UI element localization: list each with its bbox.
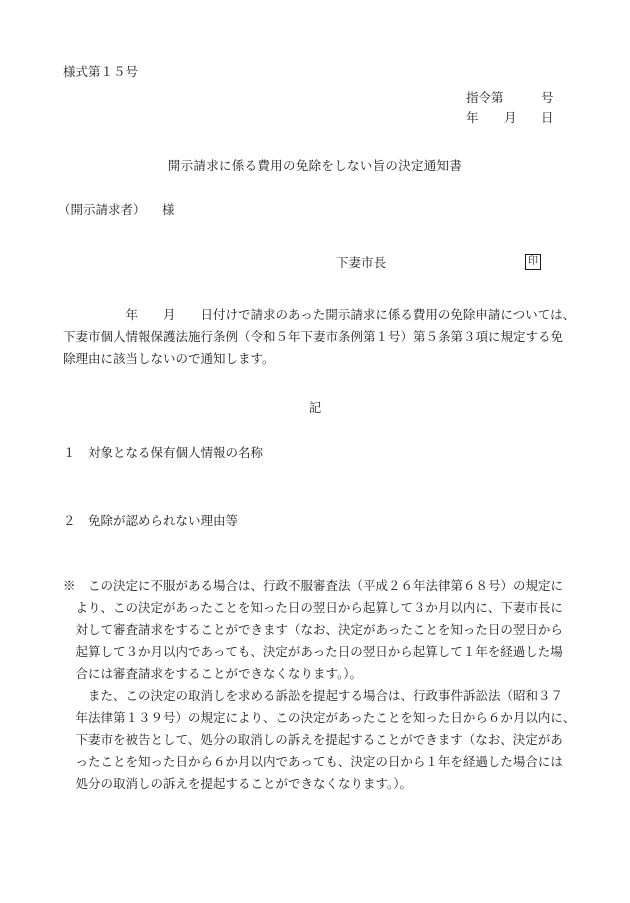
order-number-suffix: 号 bbox=[541, 90, 554, 105]
date-month-label: 月 bbox=[504, 110, 517, 125]
body-line: 年 月 日付けで請求のあった開示請求に係る費用の免除申請については、 bbox=[63, 307, 576, 322]
recipient-honorific: 様 bbox=[162, 202, 175, 217]
body-line: 下妻市個人情報保護法施行条例（令和５年下妻市条例第１号）第５条第３項に規定する免 bbox=[63, 329, 564, 344]
note-line: より、この決定があったことを知った日の翌日から起算して３か月以内に、下妻市長に bbox=[63, 600, 563, 615]
date-day-label: 日 bbox=[541, 110, 554, 125]
note-line: また、この決定の取消しを求める訴訟を提起する場合は、行政事件訴訟法（昭和３７ bbox=[63, 688, 564, 703]
recipient-label: （開示請求者） bbox=[58, 202, 146, 217]
note-line: 合には審査請求をすることができなくなります。）。 bbox=[63, 666, 363, 681]
note-line: 年法律第１３９号）の規定により、この決定があったことを知った日から６か月以内に、 bbox=[63, 710, 576, 725]
appeal-note bbox=[63, 575, 583, 795]
body-paragraph bbox=[63, 304, 583, 370]
note-line: ったことを知った日から６か月以内であっても、決定の日から１年を経過した場合には bbox=[63, 754, 563, 769]
note-line: 起算して３か月以内であっても、決定があった日の翌日から起算して１年を経過した場 bbox=[63, 644, 563, 659]
seal-mark: 印 bbox=[525, 254, 541, 270]
note-line: 処分の取消しの訴えを提起することができなくなります。）。 bbox=[63, 776, 413, 791]
body-line: 除理由に該当しないので通知します。 bbox=[63, 351, 275, 366]
item-rejection-reason: ２ 免除が認められない理由等 bbox=[63, 513, 239, 528]
date-year-label: 年 bbox=[466, 110, 479, 125]
issuer-name: 下妻市長 bbox=[336, 255, 387, 270]
order-number-label: 指令第 bbox=[466, 90, 504, 105]
document-title: 開示請求に係る費用の免除をしない旨の決定通知書 bbox=[167, 158, 463, 173]
note-line: 対して審査請求をすることができます（なお、決定があったことを知った日の翌日から bbox=[63, 622, 563, 637]
ki-heading: 記 bbox=[308, 400, 322, 415]
note-line: ※ この決定に不服がある場合は、行政不服審査法（平成２６年法律第６８号）の規定に bbox=[63, 578, 564, 593]
form-number: 様式第１５号 bbox=[63, 64, 139, 79]
note-line: 下妻市を被告として、処分の取消しの訴えを提起することができます（なお、決定があ bbox=[63, 732, 563, 747]
item-personal-info-name: １ 対象となる保有個人情報の名称 bbox=[63, 445, 264, 460]
